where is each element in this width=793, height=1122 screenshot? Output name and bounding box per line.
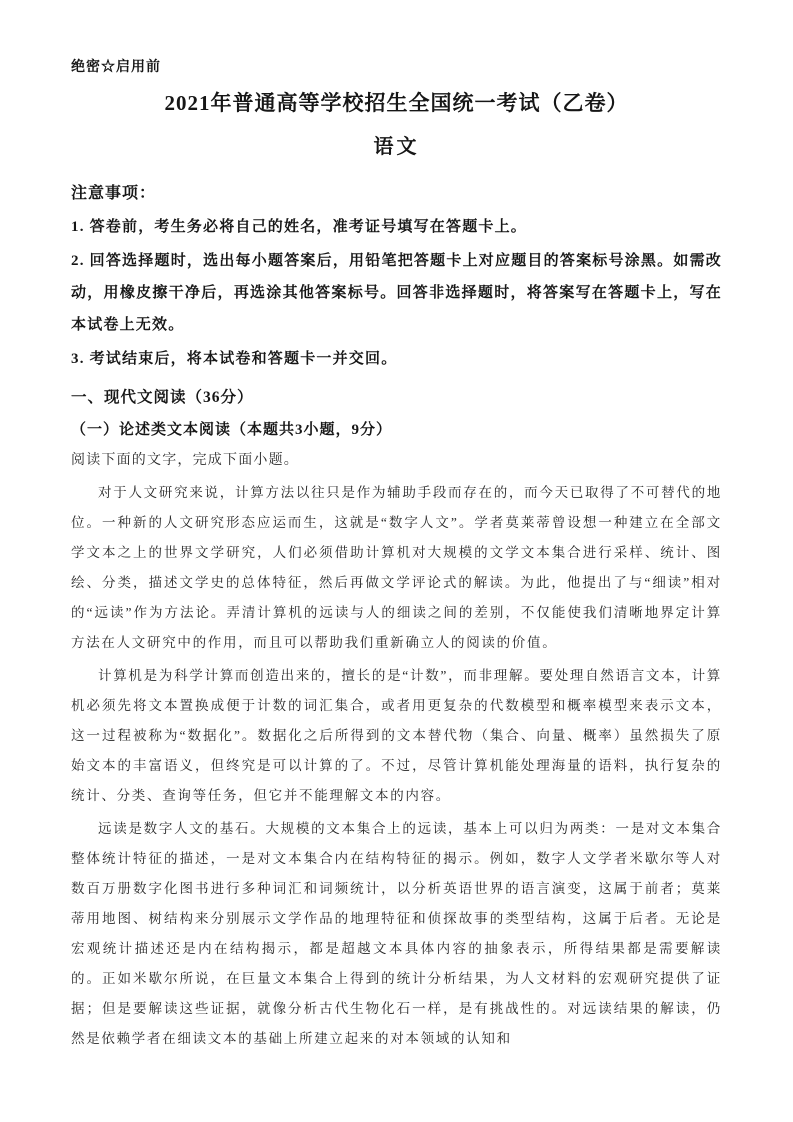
reading-instruction: 阅读下面的文字，完成下面小题。 xyxy=(71,453,299,468)
subsection-heading-argumentative-reading: （一）论述类文本阅读（本题共3小题，9分） xyxy=(71,422,393,438)
notice-item-3: 3. 考试结束后，将本试卷和答题卡一并交回。 xyxy=(71,351,398,367)
passage-paragraph-3: 远读是数字人文的基石。大规模的文本集合上的远读，基本上可以归为两类：一是对文本集合整体统计特征的描述，一是对文本集合内在结构特征的揭示。例如，数字人文学者米歇尔等人对数百万册数字化图书进行多种词汇和词频统计，以分析英语世界的语言演变，这属于前者；莫莱蒂用地图、树结构来分别展示文学作品的地理特征和侦探故事的类型结构，这属于后者。无论是宏观统计描述还是内在结构揭示，都是超越文本具体内容的抽象表示，所得结果都是需要解读的。正如米歇尔所说，在巨量文本集合上得到的统计分析结果，为人文材料的宏观研究提供了证据；但是要解读这些证据，就像分析古代生物化石一样，是有挑战性的。对远读结果的解读，仍然是依赖学者在细读文本的基础上所建立起来的对本领域的认知和 xyxy=(71,821,722,1046)
notice-item-1: 1. 答卷前，考生务必将自己的姓名，准考证号填写在答题卡上。 xyxy=(71,219,528,235)
classification-label: 绝密☆启用前 xyxy=(71,60,161,75)
passage-paragraph-2: 计算机是为科学计算而创造出来的，擅长的是“计数”，而非理解。要处理自然语言文本，计算机必须先将文本置换成便于计数的词汇集合，或者用更复杂的代数模型和概率模型来表示文本，这一过程被称为“数据化”。数据化之后所得到的文本替代物（集合、向量、概率）虽然损失了原始文本的丰富语义，但终究是可以计算的了。不过，尽管计算机能处理海量的语料，执行复杂的统计、分类、查询等任务，但它并不能理解文本的内容。 xyxy=(71,668,722,803)
notice-heading: 注意事项： xyxy=(71,185,157,202)
notice-item-2: 2. 回答选择题时，选出每小题答案后，用铅笔把答题卡上对应题目的答案标号涂黑。如需改动，用橡皮擦干净后，再选涂其他答案标号。回答非选择题时，将答案写在答题卡上，写在本试卷上无效。 xyxy=(71,253,722,333)
subject-title: 语文 xyxy=(373,136,420,158)
passage-paragraph-1: 对于人文研究来说，计算方法以往只是作为辅助手段而存在的，而今天已取得了不可替代的地位。一种新的人文研究形态应运而生，这就是“数字人文”。学者莫莱蒂曾设想一种建立在全部文学文本之上的世界文学研究，人们必须借助计算机对大规模的文学文本集合进行采样、统计、图绘、分类，描述文学史的总体特征，然后再做文学评论式的解读。为此，他提出了与“细读”相对的“远读”作为方法论。弄清计算机的远读与人的细读之间的差别，不仅能使我们清晰地界定计算方法在人文研究中的作用，而且可以帮助我们重新确立人的阅读的价值。 xyxy=(71,485,722,650)
exam-title: 2021年普通高等学校招生全国统一考试（乙卷） xyxy=(164,91,629,115)
section-heading-modern-reading: 一、现代文阅读（36分） xyxy=(71,389,254,406)
